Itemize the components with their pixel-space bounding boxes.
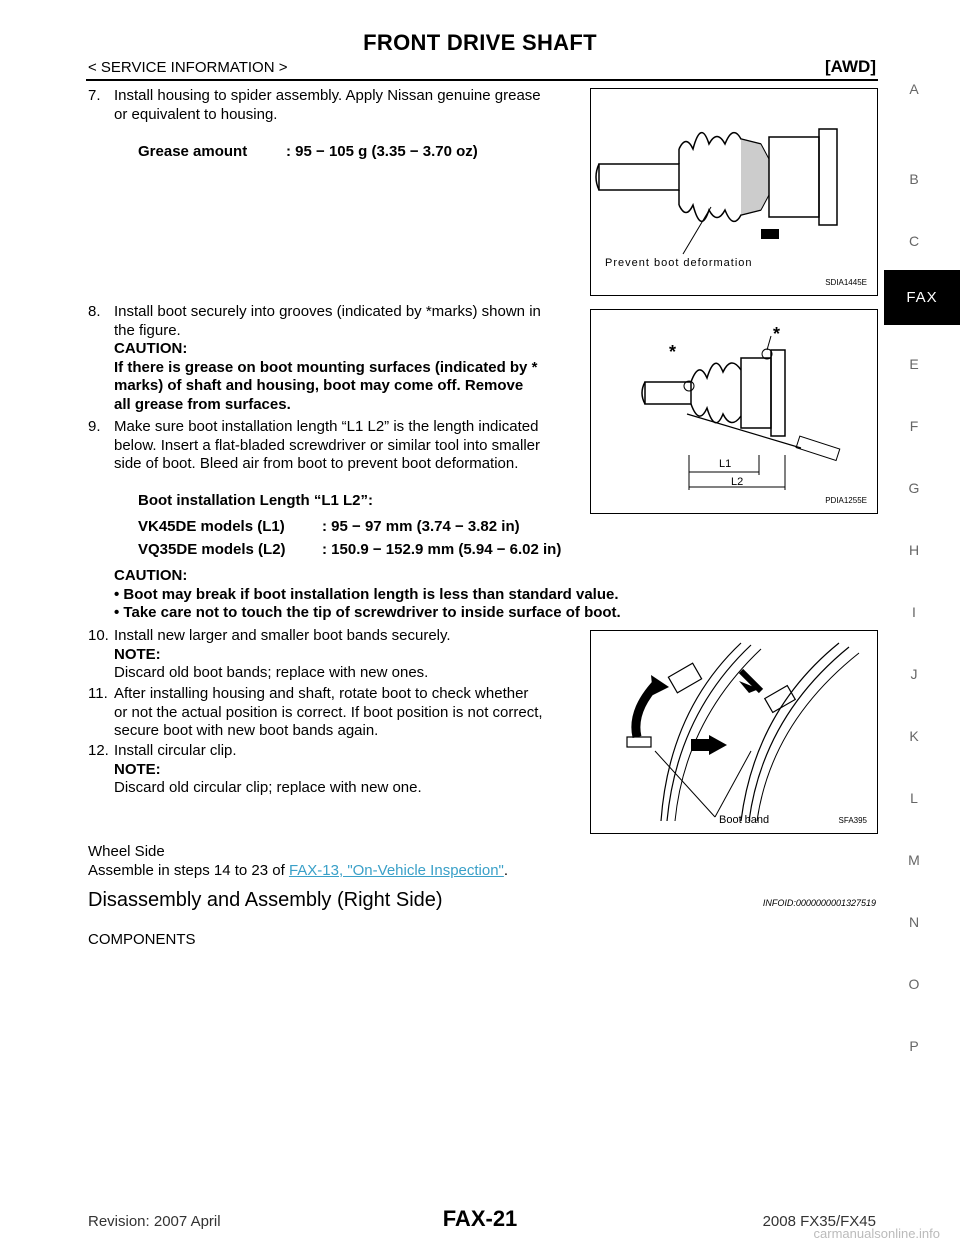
figure-boot-housing [590, 88, 878, 296]
footer-revision: Revision: 2007 April [88, 1213, 221, 1230]
caution-heading: CAUTION: [114, 340, 188, 357]
page-title: FRONT DRIVE SHAFT [363, 30, 597, 55]
step-12: 12. Install circular clip. NOTE: Discard old circular clip; replace with new one. [88, 742, 588, 798]
info-id: INFOID:0000000001327519 [762, 898, 876, 908]
index-tab-f[interactable]: F [909, 418, 919, 434]
figure-label-prevent-deformation: Prevent boot deformation [605, 257, 753, 269]
header-rule [86, 79, 878, 81]
index-tab-j[interactable]: J [910, 666, 918, 682]
boot-band-illustration [591, 631, 877, 833]
step-8: 8. Install boot securely into grooves (indicated by *marks) shown in the figure. CAUTION: If there is grease on boot mounting surfaces (indicated by * marks) of shaft and housing, boot may come off. Remove all grease from surfaces. [88, 303, 588, 414]
fax-13-link[interactable]: FAX-13, "On-Vehicle Inspection" [288, 862, 504, 879]
index-tab-k[interactable]: K [909, 728, 919, 744]
index-tab-h[interactable]: H [908, 542, 920, 558]
components-heading: COMPONENTS [88, 931, 196, 948]
figure-boot-band [590, 630, 878, 834]
index-tab-fax-active[interactable]: FAX [884, 270, 960, 325]
index-tab-a[interactable]: A [909, 81, 919, 97]
grease-amount-spec: Grease amount : 95 − 105 g (3.35 − 3.70 oz) [138, 143, 478, 160]
step-7: 7. Install housing to spider assembly. Apply Nissan genuine grease or equivalent to housing. [88, 87, 541, 123]
index-tab-e[interactable]: E [909, 356, 919, 372]
step-9-caution [114, 567, 674, 623]
star-mark-right: * [773, 324, 781, 344]
boot-length-vk45de: VK45DE models (L1) : 95 − 97 mm (3.74 − 3.82 in) [138, 518, 520, 535]
boot-length-vq35de: VQ35DE models (L2) : 150.9 − 152.9 mm (5.94 − 6.02 in) [138, 541, 562, 558]
caution-item: • Boot may break if boot installation length is less than standard value. [114, 585, 619, 603]
figure-label-boot-band: Boot band [719, 814, 770, 826]
step-11: 11. After installing housing and shaft, rotate boot to check whether or not the actual position is correct. If boot position is not correct, secure boot with new boot bands again. [88, 685, 543, 739]
index-tab-m[interactable]: M [908, 852, 920, 868]
wheel-side-heading: Wheel Side [88, 843, 165, 860]
dim-l2: L2 [731, 476, 744, 488]
watermark: carmanualsonline.info [813, 1226, 940, 1241]
index-tab-g[interactable]: G [908, 480, 920, 496]
model-tag: [AWD] [825, 57, 876, 76]
index-tab-n[interactable]: N [908, 914, 920, 930]
index-tab-p[interactable]: P [909, 1038, 919, 1054]
caution-heading: CAUTION: [114, 567, 188, 584]
note-heading: NOTE: [114, 645, 161, 663]
footer-model: 2008 FX35/FX45 [762, 1213, 876, 1230]
caution-item: • Take care not to touch the tip of screwdriver to inside surface of boot. [114, 604, 621, 621]
step-9: 9. Make sure boot installation length “L1 L2” is the length indicated below. Insert a flat-bladed screwdriver or similar tool into smaller side of boot. Bleed air from boot to prevent boot deformation. [88, 418, 540, 472]
figure-code: PDIA1255E [825, 496, 867, 505]
dim-l1: L1 [719, 458, 732, 470]
section-title: Disassembly and Assembly (Right Side) [88, 889, 443, 911]
index-tab-c[interactable]: C [908, 233, 920, 249]
step-10: 10. Install new larger and smaller boot bands securely. NOTE: Discard old boot bands; replace with new ones. [88, 627, 588, 683]
section-breadcrumb: < SERVICE INFORMATION > [88, 59, 288, 76]
page-number: FAX-21 [442, 1206, 518, 1231]
index-tab-b[interactable]: B [909, 171, 919, 187]
wheel-side-text: Assemble in steps 14 to 23 of FAX-13, "On-Vehicle Inspection". [88, 862, 509, 879]
index-tab-i[interactable]: I [912, 604, 916, 620]
figure-boot-length [590, 309, 878, 514]
figure-code: SFA395 [838, 816, 867, 825]
star-mark-left: * [669, 342, 677, 362]
boot-length-spec-heading: Boot installation Length “L1 L2”: [138, 492, 373, 509]
note-heading: NOTE: [114, 760, 161, 778]
index-tab-l[interactable]: L [910, 790, 918, 806]
index-tab-o[interactable]: O [908, 976, 920, 992]
figure-code: SDIA1445E [825, 278, 867, 287]
